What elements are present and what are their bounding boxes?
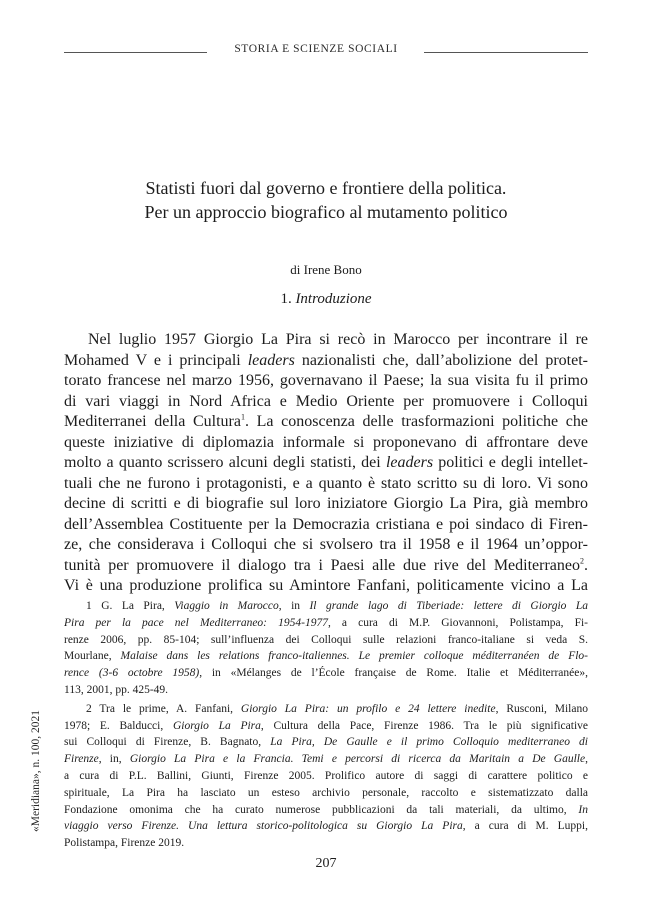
article-title-line-2: Per un approccio biografico al mutamento politico <box>144 202 508 222</box>
body-line: queste iniziative di diplomazia informale si proponevano di affrontare deve <box>64 433 588 451</box>
footnote-line: 2 Tra le prime, A. Fanfani, Giorgio La Pira: un profilo e 24 lettere inedite, Rusconi, Milano <box>86 702 588 715</box>
article-title-line-1: Statisti fuori dal governo e frontiere della politica. <box>145 178 507 198</box>
body-line: decine di scritti e di biografie sul loro iniziatore Giorgio La Pira, già membro <box>64 495 588 512</box>
body-line: torato francese nel marzo 1956, governavano il Paese; la sua visita fu il primo <box>64 372 588 389</box>
running-head-label: STORIA E SCIENZE SOCIALI <box>234 43 398 55</box>
body-line: Mediterranei della Cultura$^1$. La conoscenza delle trasformazioni politiche che <box>64 412 588 430</box>
page-number: 207 <box>315 856 337 871</box>
article-title <box>64 176 588 224</box>
footnote-line: 1 G. La Pira, Viaggio in Marocco, in Il grande lago di Tiberiade: lettere di Giorgio La <box>86 600 588 612</box>
footnote-line: Firenze, in, Giorgio La Pira e la Francia. Temi e percorsi di ricerca da Maritain a De Gaulle, <box>64 753 588 766</box>
body-line: tuali che ne furono i protagonisti, e a quanto è stato scritto su di loro. Vi sono <box>64 474 588 492</box>
body-line: di vari viaggi in Nord Africa e Medio Oriente per promuovere i Colloqui <box>64 392 588 410</box>
running-head-rule-right <box>424 52 588 53</box>
footnote-1 <box>64 598 588 699</box>
footnote-line: sui Colloqui di Firenze, B. Bagnato, La Pira, De Gaulle e il primo Colloquio mediterraneo di <box>64 736 588 749</box>
footnote-line: rence (3-6 octobre 1958), in «Mélanges de l’École française de Rome. Italie et Méditerranée», <box>64 667 588 680</box>
body-line: molto a quanto scrissero alcuni degli statisti, dei leaders politici e degli intellet- <box>64 454 588 471</box>
body-line: Nel luglio 1957 Giorgio La Pira si recò in Marocco per incontrare il re <box>88 331 588 348</box>
author-byline: di Irene Bono <box>290 262 362 277</box>
section-number: 1. <box>280 291 292 307</box>
body-paragraph <box>64 330 588 597</box>
running-head-rule-left <box>64 52 207 53</box>
footnote-line: a cura di P.L. Ballini, Giunti, Firenze 2005. Prolifico autore di saggi di carattere politico e <box>64 769 588 782</box>
body-line: tunità per promuovere il dialogo tra i Paesi alle due rive del Mediterraneo$^2$. <box>64 556 588 574</box>
body-line: ze, che considerava i Colloqui che si svolsero tra il 1958 e il 1964 un’oppor- <box>64 536 588 553</box>
footnote-line: 113, 2001, pp. 425-49. <box>64 683 169 696</box>
footnote-line: Pira per la pace nel Mediterraneo: 1954-1977, a cura di M.P. Giovannoni, Polistampa, Fi- <box>64 616 588 629</box>
footnote-line: viaggio verso Firenze. Una lettura storico-politologica su Giorgio La Pira, a cura di M. Luppi, <box>64 820 588 833</box>
footnote-ref: 2 <box>580 556 584 566</box>
footnote-line: Fondazione omonima che ha curato numerose pubblicazioni da tali materiali, da ultimo, In <box>64 803 588 816</box>
footnote-line: Polistampa, Firenze 2019. <box>64 837 185 850</box>
footnote-line: spirituale, La Pira ha lasciato un esteso archivio personale, raccolto e sistematizzato dalla <box>64 786 588 799</box>
running-head <box>64 42 588 62</box>
body-line: Vi è una produzione prolifica su Amintore Fanfani, politicamente vicino a La <box>64 577 588 594</box>
body-line: dell’Assemblea Costituente per la Democrazia cristiana e poi sindaco di Firen- <box>64 515 588 533</box>
footnotes <box>64 598 588 854</box>
footnote-2 <box>64 701 588 852</box>
journal-citation-vertical: «Meridiana», n. 100, 2021 <box>30 709 42 832</box>
body-line: Mohamed V e i principali leaders nazionalisti che, dall’abolizione del protet- <box>64 351 588 369</box>
section-title: Introduzione <box>295 291 372 307</box>
footnote-line: 1978; E. Balducci, Giorgio La Pira, Cultura della Pace, Firenze 1986. Tra le più significative <box>64 719 588 732</box>
footnote-line: Mourlane, Malaise dans les relations franco-italiennes. Le premier colloque méditerranéen de Flo- <box>64 650 588 663</box>
footnote-line: renze 2006, pp. 85-104; sull’influenza dei Colloqui sulle relazioni franco-italiane si veda S. <box>64 633 588 646</box>
section-heading <box>64 291 588 308</box>
footnote-ref: 1 <box>240 412 245 422</box>
